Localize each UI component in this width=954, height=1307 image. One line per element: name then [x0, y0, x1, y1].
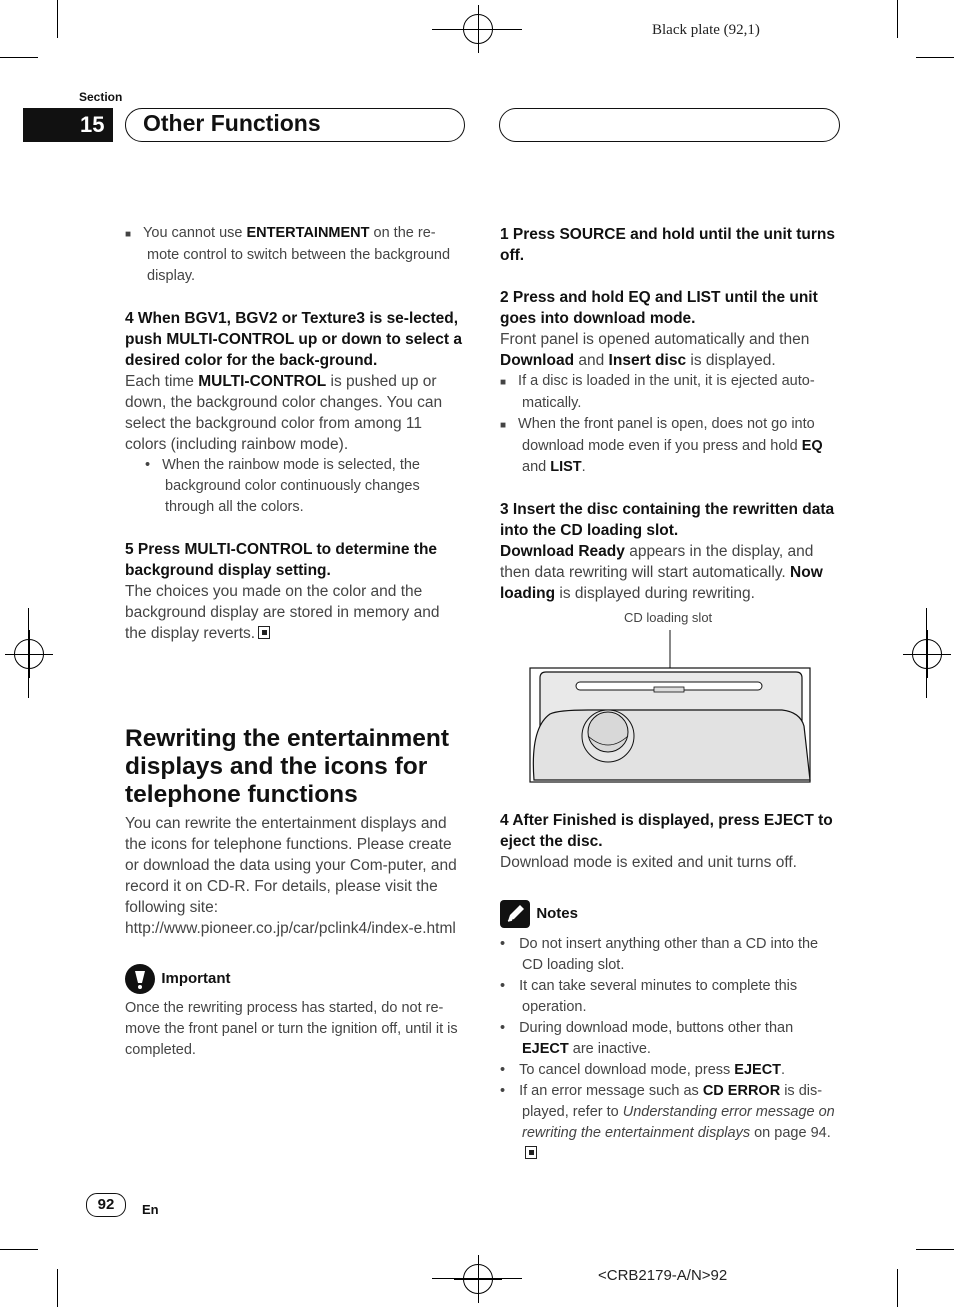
left-column-lower — [125, 725, 465, 1061]
registration-mark-icon — [14, 639, 44, 669]
step-4-body: Download mode is exited and unit turns off. — [500, 854, 797, 871]
crop-mark — [0, 1249, 38, 1250]
page-heading: Rewriting the entertainment displays and the icons for telephone functions — [125, 725, 449, 808]
square-bullet-icon: ■ — [500, 420, 507, 431]
bullet-item: • When the rainbow mode is selected, the background color continuously changes through all the colors. — [145, 457, 420, 515]
list-item: • During download mode, buttons other than EJECT are inactive. — [500, 1020, 794, 1057]
notes-callout — [500, 900, 840, 928]
step-5-heading: 5 Press MULTI-CONTROL to determine the background display setting. — [125, 541, 438, 579]
notes-pencil-icon — [500, 900, 530, 928]
crop-mark — [916, 1249, 954, 1250]
crop-mark — [57, 0, 58, 38]
important-text: Once the rewriting process has started, do not re-move the front panel or turn the ignition off, until it is completed. — [125, 1000, 458, 1058]
square-bullet-icon: ■ — [125, 229, 132, 240]
step-1-heading: 1 Press SOURCE and hold until the unit turns off. — [500, 226, 835, 264]
step-2-heading: 2 Press and hold EQ and LIST until the unit goes into download mode. — [500, 289, 818, 327]
end-mark-icon — [525, 1146, 537, 1159]
right-column-lower — [500, 810, 840, 1165]
important-label: Important — [161, 970, 231, 988]
list-item: • It can take several minutes to complete this operation. — [500, 978, 798, 1015]
step-3-body: Download Ready appears in the display, and then data rewriting will start automatically. Now loading is displayed during rewriting. — [500, 543, 823, 602]
url-text: http://www.pioneer.co.jp/car/pclink4/index-e.html — [125, 920, 456, 937]
step-5-body: The choices you made on the color and the background display are stored in memory and the display reverts. — [125, 583, 440, 642]
step-4-body: Each time MULTI-CONTROL is pushed up or down, the background color changes. You can select the background color from among 11 colors (including rainbow mode). — [125, 373, 443, 453]
plate-label: Black plate (92,1) — [652, 22, 760, 38]
note-item: ■ When the front panel is open, does not go into download mode even if you press and hold EQ and LIST. — [500, 416, 823, 475]
crop-mark — [897, 0, 898, 38]
language-label: En — [142, 1202, 159, 1217]
important-icon — [125, 964, 155, 994]
figure-caption: CD loading slot — [624, 610, 713, 625]
note-item: ■ You cannot use ENTERTAINMENT on the re-mote control to switch between the background display. — [125, 225, 451, 284]
end-mark-icon — [258, 626, 270, 639]
crop-mark — [916, 57, 954, 58]
left-column — [125, 223, 465, 644]
important-callout — [125, 964, 465, 994]
step-3-heading: 3 Insert the disc containing the rewritten data into the CD loading slot. — [500, 501, 835, 539]
right-column — [500, 224, 840, 604]
step-4-heading: 4 After Finished is displayed, press EJECT to eject the disc. — [500, 812, 833, 850]
square-bullet-icon: ■ — [500, 377, 507, 388]
intro-text: You can rewrite the entertainment displays and the icons for telephone functions. Please create or download the data using your Com-puter, and record it on CD-R. For details, please visit the following site: — [125, 815, 457, 916]
registration-mark-icon — [463, 1264, 493, 1294]
section-label: Section — [79, 90, 123, 104]
list-item: • To cancel download mode, press EJECT. — [500, 1062, 786, 1078]
step-2-body: Front panel is opened automatically and then Download and Insert disc is displayed. — [500, 331, 810, 369]
crop-mark — [0, 57, 38, 58]
section-number: 15 — [23, 108, 113, 142]
header-blank-pill — [499, 108, 840, 142]
step-4-heading: 4 When BGV1, BGV2 or Texture3 is se-lected, push MULTI-CONTROL up or down to select a desired color for the back-ground. — [125, 310, 462, 369]
crop-mark — [897, 1269, 898, 1307]
list-item: • Do not insert anything other than a CD into the CD loading slot. — [500, 936, 819, 973]
dot-bullet-icon: • — [145, 457, 151, 473]
note-item: ■ If a disc is loaded in the unit, it is ejected auto-matically. — [500, 373, 815, 411]
document-code: <CRB2179-A/N>92 — [598, 1267, 728, 1284]
notes-list — [500, 934, 840, 1165]
page-number: 92 — [86, 1193, 126, 1217]
cd-slot-illustration — [528, 630, 814, 786]
section-title: Other Functions — [143, 110, 321, 136]
crop-mark — [432, 29, 522, 30]
registration-mark-icon — [912, 639, 942, 669]
notes-label: Notes — [536, 905, 578, 923]
list-item: • If an error message such as CD ERROR is dis-played, refer to Understanding error message on rewriting the entertainment displays on page 94. — [500, 1081, 840, 1165]
crop-mark — [57, 1269, 58, 1307]
crop-mark — [432, 1278, 522, 1279]
